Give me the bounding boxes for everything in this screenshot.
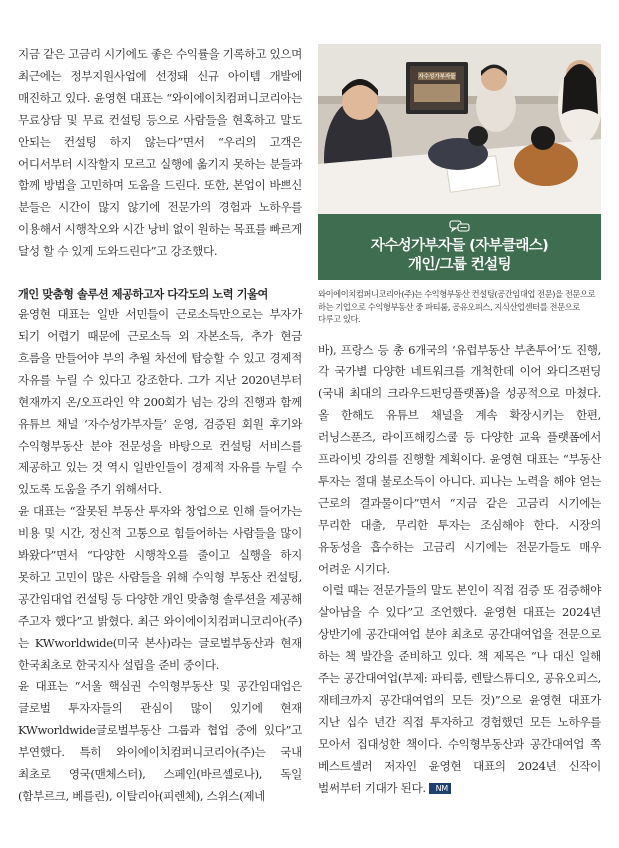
article-left-column [18,44,302,808]
photo-caption: 와이에이치컴퍼니코리아(주)는 수익형부동산 컨설팅(공간임대업 전문)을 전문으로 하는 기업으로 수익형부동산 중 파티룸, 공유오피스, 지식산업센터를 전문으로 다루고 있다. [318,289,596,324]
article-photo [318,44,601,280]
body-paragraph: 윤 대표는 “서울 핵심권 수익형부동산 및 공간임대업은 글로벌 투자자들의 관심이 많이 있기에 현재 KWworldwide글로벌부동산 그룹과 협업 중에 있다”고 부연했다. 특히 와이에이치컴퍼니코리아(주)는 국내 최초로 영국(맨체스터), 스페인(바르셀로나), 독일(함부르크, 베를린), 이탈리아(피렌체), 스위스(제네 [18,679,302,803]
meeting-scene-illustration [318,44,601,214]
screen-heading-text: 자수성가부자들 [418,74,456,80]
body-paragraph: 지금 같은 고금리 시기에도 좋은 수익률을 기록하고 있으며 최근에는 정부지원사업에 선정돼 신규 아이템 개발에 매진하고 있다. 윤영현 대표는 “와이에이치컴퍼니코리아는 무료상담 및 무료 컨설팅 등으로 사람들을 현혹하고 말도 안되는 컨설팅 하지 않는다”면서 “우리의 고객은 어디서부터 시작할지 모르고 실행에 옮기지 못하는 분들과 함께 방법을 고민하며 도움을 드린다. 또한, 본업이 바쁘신 분들은 시간이 많지 않기에 전문가의 경험과 노하우를 이용해서 시행착오와 시간 낭비 없이 원하는 목표를 빠르게 달성 할 수 있게 도와드린다”고 강조했다. [18,47,302,259]
consulting-banner [318,214,601,280]
body-paragraph-final [318,580,601,799]
chat-bubbles-icon [449,220,471,234]
banner-subtitle: 개인/그룹 컨설팅 [408,256,511,273]
body-paragraph: 바), 프랑스 등 총 6개국의 ‘유럽부동산 부촌투어’도 진행, 각 국가별 다양한 네트워크를 개척한데 이어 와디즈펀딩(국내 최대의 크라우드펀딩플랫폼)을 성공적으로 마쳤다. 올 한해도 유튜브 채널을 계속 확장시키는 한편, 러닝스푼즈, 라이프해킹스쿨 등 다양한 교육 플랫폼에서 프라이빗 강의를 진행할 계획이다. 윤영현 대표는 “부동산 투자는 절대 불로소득이 아니다. 피나는 노력을 해야 얻는 근로의 결과물이다”면서 “지금 같은 고금리 시기에는 무리한 대출, 무리한 투자는 조심해야 한다. 시장의 유동성을 흡수하는 고금리 시기에는 전문가들도 매우 어려운 시기다. [318,342,601,576]
banner-title: 자수성가부자들 (자부클래스) [370,237,549,254]
article-right-column [318,44,601,800]
body-paragraph: 윤영현 대표는 일반 서민들이 근로소득만으로는 부자가 되기 어렵기 때문에 근로소득 외 자본소득, 추가 현금 흐름을 만들어야 부의 추월 차선에 탑승할 수 있고 경제적 자유를 누릴 수 있다고 강조한다. 그가 지난 2020년부터 현재까지 온/오프라인 약 200회가 넘는 강의 진행과 함께 유튜브 채널 ‘자수성가부자들’ 운영, 검증된 회원 후기와 수익형부동산 분야 전문성을 바탕으로 컨설팅 서비스를 제공하고 있는 것 역시 일반인들이 경제적 자유를 누릴 수 있도록 도움을 주기 위해서다. [18,307,302,497]
end-mark-badge: NM [429,783,451,794]
section-subheading: 개인 맞춤형 솔루션 제공하고자 다각도의 노력 기울여 [18,288,268,302]
body-paragraph-text: 이럴 때는 전문가들의 말도 본인이 직접 검증 또 검증해야 살아남을 수 있다”고 조언했다. 윤영현 대표는 2024년 상반기에 공간대여업 분야 최초로 공간대여업을 전문으로 하는 책 발간을 준비하고 있다. 책 제목은 “나 대신 일해 주는 공간대여업(부제: 파티룸, 렌탈스튜디오, 공유오피스, 재테크까지 공간대여업의 모든 것)”으로 윤영현 대표가 지난 십수 년간 직접 투자하고 경험했던 모든 노하우를 모아서 집대성한 책이다. 수익형부동산과 공간대여업 쪽 베스트셀러 저자인 윤영현 대표의 2024년 신작이 벌써부터 기대가 된다. [318,583,601,795]
consulting-meeting-photo [318,44,601,214]
body-paragraph: 윤 대표는 “잘못된 부동산 투자와 창업으로 인해 들어가는 비용 및 시간, 정신적 고통으로 힘들어하는 사람들을 많이 봐왔다”면서 “다양한 시행착오를 줄이고 실행을 하지 못하고 고민이 많은 사람들을 위해 수익형 부동산 컨설팅, 공간임대업 컨설팅 등 다양한 개인 맞춤형 솔루션을 제공해 주고자 했다”고 밝혔다. 최근 와이에이치컴퍼니코리아(주)는 KWworldwide(미국 본사)라는 글로벌부동산과 현재 한국최초로 한국지사 설립을 준비 중이다. [18,504,302,672]
